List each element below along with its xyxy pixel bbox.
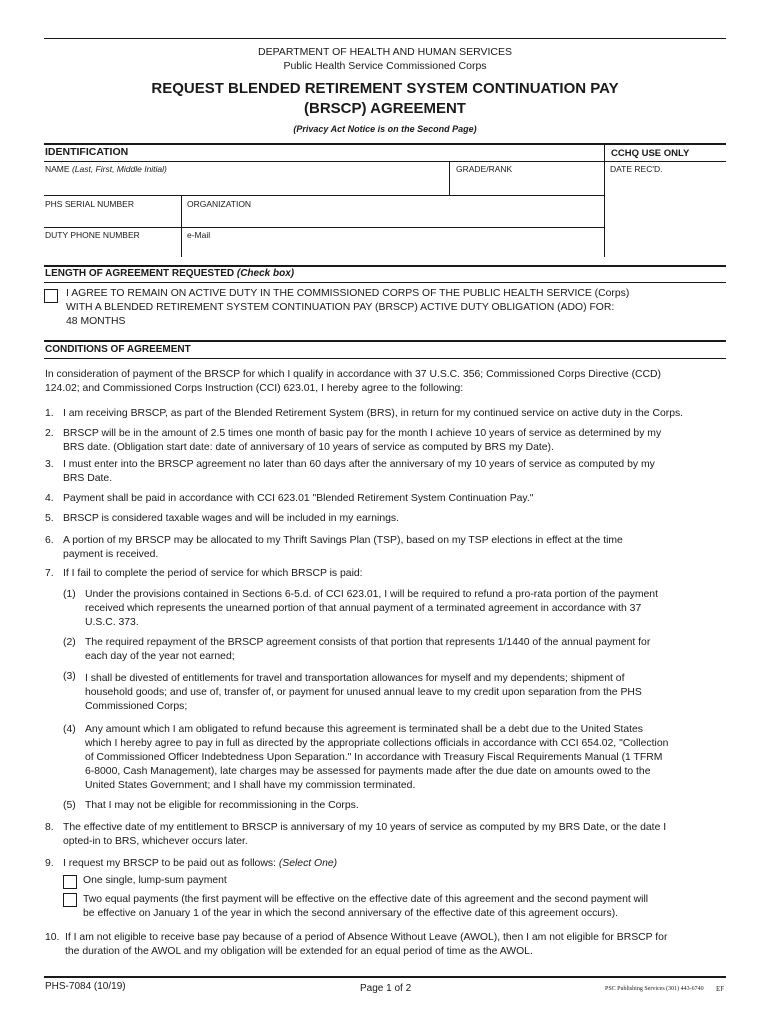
publisher-credit: PSC Publishing Services (301) 443-6740 [605, 986, 704, 992]
item-number: 10. [45, 932, 60, 943]
two-payments-option-line2: be effective on January 1 of the year in which the second anniversary of the effective date of this agreement occurs). [83, 908, 619, 919]
subitem-2-line1: The required repayment of the BRSCP agreement consists of that portion that represents 1/1440 of the annual payment for [85, 637, 651, 648]
privacy-note: (Privacy Act Notice is on the Second Page) [293, 124, 477, 134]
item-number: 4. [45, 493, 54, 504]
length-heading: LENGTH OF AGREEMENT REQUESTED (Check box) [45, 268, 295, 279]
grade-input[interactable] [452, 174, 602, 194]
condition-item-3: I must enter into the BRSCP agreement no later than 60 days after the anniversary of my 10 years of service as computed by my [63, 459, 655, 470]
conditions-intro-line1: In consideration of payment of the BRSCP for which I qualify in accordance with 37 U.S.C. 356; Commissioned Corps Directive (CCD) [45, 369, 662, 380]
condition-item-7: If I fail to complete the period of service for which BRSCP is paid: [63, 568, 363, 579]
subitem-number: (1) [63, 589, 76, 600]
subitem-2-line2: each day of the year not earned; [85, 651, 235, 662]
length-top-rule [44, 265, 726, 267]
serial-number-label: PHS SERIAL NUMBER [45, 199, 134, 209]
item-number: 2. [45, 428, 54, 439]
subitem-3-line3: Commissioned Corps; [85, 701, 188, 712]
date-received-label: DATE REC'D. [610, 164, 663, 174]
condition-item-2: BRSCP will be in the amount of 2.5 times one month of basic pay for the month I achieve 10 years of service as determined by my [63, 428, 662, 439]
subitem-3-line2: household goods; and use of, transfer of, or payment for unused annual leave to my credit upon separation from the PHS [85, 687, 642, 698]
subitem-4-line4: 6-8000, Cash Management), late charges may be assessed for payments made after the due date on amounts owed to the [85, 766, 651, 777]
condition-item-3-cont: BRS Date. [63, 473, 113, 484]
item-number: 9. [45, 858, 54, 869]
form-title-line2: (BRSCP) AGREEMENT [304, 100, 466, 117]
grade-field-label: GRADE/RANK [456, 164, 513, 174]
cchq-use-only: CCHQ USE ONLY [611, 148, 690, 159]
conditions-rule [44, 358, 726, 359]
condition-item-8: The effective date of my entitlement to BRSCP is anniversary of my 10 years of service as computed by my BRS Date, or the date I [63, 822, 667, 833]
top-rule [44, 38, 726, 39]
email-input[interactable] [184, 240, 602, 256]
conditions-heading: CONDITIONS OF AGREEMENT [45, 344, 191, 355]
two-payments-checkbox[interactable] [63, 893, 77, 907]
item-number: 7. [45, 568, 54, 579]
name-field-label: NAME (Last, First, Middle Initial) [45, 164, 167, 174]
form-number: PHS-7084 (10/19) [45, 981, 126, 992]
condition-item-2-cont: BRS date. (Obligation start date: date of anniversary of 10 years of service as computed by BRS my Date). [63, 442, 554, 453]
agreement-line1: I AGREE TO REMAIN ON ACTIVE DUTY IN THE COMMISSIONED CORPS OF THE PUBLIC HEALTH SERVICE (Corps) [66, 288, 630, 299]
condition-item-1: I am receiving BRSCP, as part of the Blended Retirement System (BRS), in return for my continued service on active duty in the Corps. [63, 408, 684, 419]
serial-number-input[interactable] [46, 209, 179, 226]
condition-item-10: If I am not eligible to receive base pay because of a period of Absence Without Leave (AWOL), then I am not eligible for BRSCP for [65, 932, 668, 943]
item-number: 5. [45, 513, 54, 524]
subitem-1-line3: U.S.C. 373. [85, 617, 139, 628]
subitem-4-line5: United States Government; and I shall have my commission terminated. [85, 780, 416, 791]
name-input[interactable] [46, 174, 446, 194]
48-months-checkbox[interactable] [44, 289, 58, 303]
item-number: 6. [45, 535, 54, 546]
footer-rule [44, 976, 726, 978]
subitem-4-line3: of Commissioned Officer Indebtedness Upon Separation." In accordance with Treasury Fiscal Requirements Manual (1 TFRM [85, 752, 663, 763]
form-title-line1: REQUEST BLENDED RETIREMENT SYSTEM CONTINUATION PAY [151, 80, 619, 97]
agreement-line2: WITH A BLENDED RETIREMENT SYSTEM CONTINUATION PAY (BRSCP) ACTIVE DUTY OBLIGATION (ADO) FOR: [66, 302, 615, 313]
subitem-3-line1: I shall be divested of entitlements for travel and transportation allowances for myself and my dependents; shipment of [85, 673, 625, 684]
identification-heading: IDENTIFICATION [45, 146, 129, 158]
subitem-number: (3) [63, 671, 76, 682]
duty-phone-input[interactable] [46, 240, 179, 256]
conditions-intro-line2: 124.02; and Commissioned Corps Instruction (CCI) 623.01, I hereby agree to the following: [45, 383, 464, 394]
conditions-top-rule [44, 340, 726, 342]
subitem-number: (4) [63, 724, 76, 735]
identification-top-rule [44, 143, 726, 145]
subitem-4-line2: which I hereby agree to pay in full as directed by the appropriate collections officials in accordance with CCI 654.02, "Collection [85, 738, 669, 749]
condition-item-8-cont: opted-in to BRS, whichever occurs later. [63, 836, 248, 847]
cchq-divider [604, 144, 605, 257]
two-payments-option-line1: Two equal payments (the first payment will be effective on the effective date of this agreement and the second payment will [83, 894, 649, 905]
organization-input[interactable] [184, 209, 602, 226]
identification-rule [44, 161, 726, 162]
agreement-months: 48 MONTHS [66, 316, 126, 327]
item-number: 1. [45, 408, 54, 419]
subitem-1-line1: Under the provisions contained in Sections 6-5.d. of CCI 623.01, I will be required to refund a pro-rata portion of the payment [85, 589, 658, 600]
row-rule-2 [44, 227, 605, 228]
subitem-5-line1: That I may not be eligible for recommissioning in the Corps. [85, 800, 359, 811]
item-number: 3. [45, 459, 54, 470]
condition-item-10-cont: the duration of the AWOL and my obligation will be extended for an equal period of time as the AWOL. [65, 946, 533, 957]
row-rule-1 [44, 195, 605, 196]
lump-sum-option-label: One single, lump-sum payment [83, 875, 227, 886]
item-number: 8. [45, 822, 54, 833]
length-rule [44, 282, 726, 283]
department-name: DEPARTMENT OF HEALTH AND HUMAN SERVICES [258, 46, 512, 58]
subitem-number: (2) [63, 637, 76, 648]
condition-item-6-cont: payment is received. [63, 549, 159, 560]
grade-divider [449, 161, 450, 195]
subitem-1-line2: received which represents the unearned portion of that annual payment of a terminated agreement in accordance with 37 [85, 603, 642, 614]
service-name: Public Health Service Commissioned Corps [283, 60, 487, 72]
page-number: Page 1 of 2 [360, 983, 412, 994]
condition-item-5: BRSCP is considered taxable wages and will be included in my earnings. [63, 513, 399, 524]
duty-phone-label: DUTY PHONE NUMBER [45, 230, 140, 240]
organization-label: ORGANIZATION [187, 199, 252, 209]
subitem-4-line1: Any amount which I am obligated to refund because this agreement is terminated shall be a debt due to the United States [85, 724, 643, 735]
condition-item-9: I request my BRSCP to be paid out as follows: (Select One) [63, 858, 338, 869]
subitem-number: (5) [63, 800, 76, 811]
serial-divider [181, 195, 182, 257]
email-label: e-Mail [187, 230, 211, 240]
ef-mark: EF [716, 985, 725, 993]
lump-sum-checkbox[interactable] [63, 875, 77, 889]
condition-item-4: Payment shall be paid in accordance with CCI 623.01 "Blended Retirement System Continuation Pay." [63, 493, 534, 504]
condition-item-6: A portion of my BRSCP may be allocated to my Thrift Savings Plan (TSP), based on my TSP elections in effect at the time [63, 535, 623, 546]
